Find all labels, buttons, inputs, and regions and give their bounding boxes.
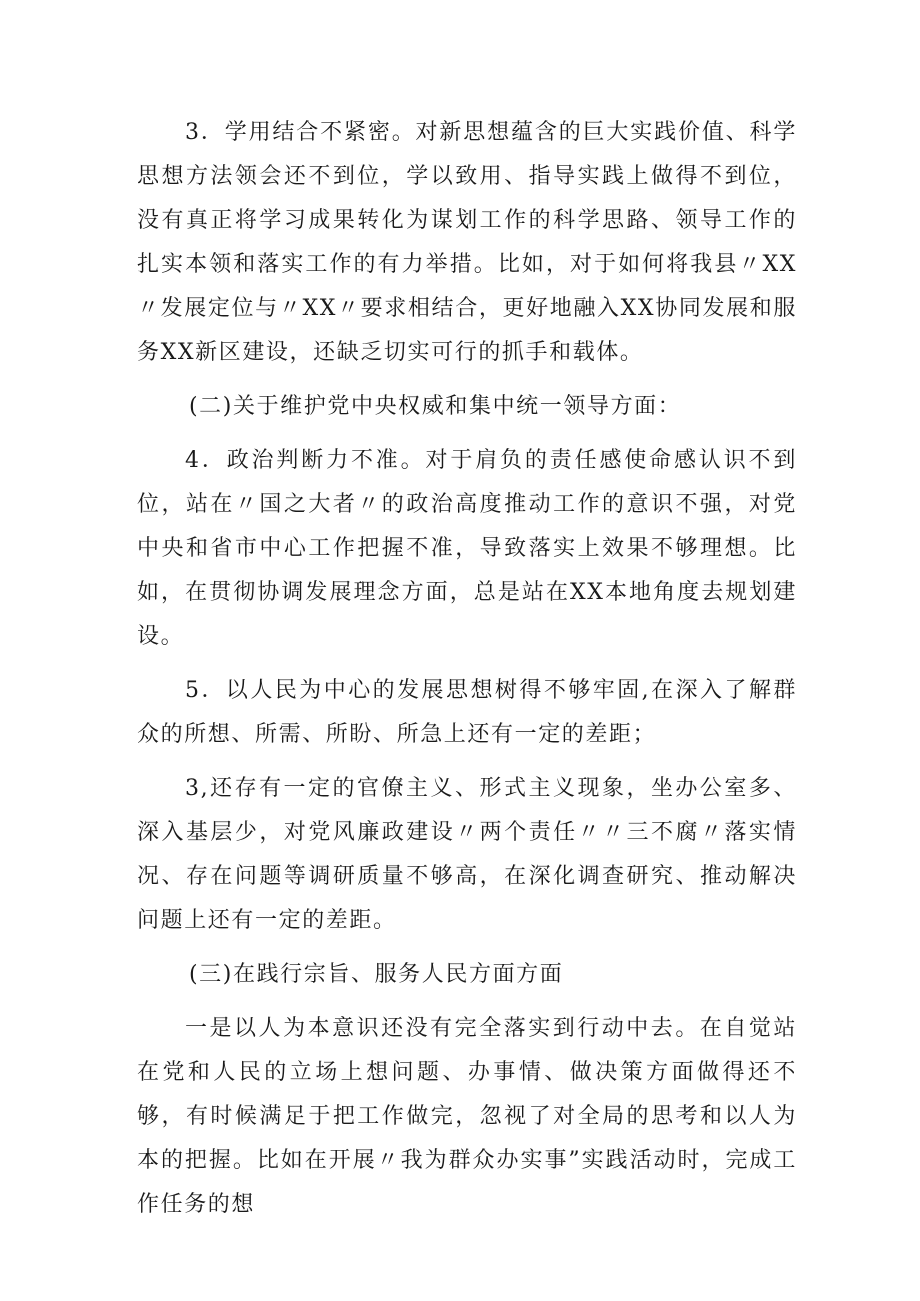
section-heading-three: (三)在践行宗旨、服务人民方面方面 [189,962,564,987]
paragraph-people-first: 一是以人为本意识还没有完全落实到行动中去。在自觉站在党和人民的立场上想问题、办事情、做决策方面做得还不够，有时候满足于把工作做完，忽视了对全局的思考和以人为本的把握。比如在开展〃我为群众办实事”实践活动时，完成工作任务的想 [137,1016,797,1217]
paragraph-bureaucracy: 3,还存有一定的官僚主义、形式主义现象，坐办公室多、深入基层少，对党风廉政建设〃两个责任〃〃三不腐〃落实情况、存在问题等调研质量不够高，在深化调查研究、推动解决问题上还有一定的差距。 [137,776,797,933]
paragraph-study-application: 3．学用结合不紧密。对新思想蕴含的巨大实践价值、科学思想方法领会还不到位，学以致用、指导实践上做得不到位，没有真正将学习成果转化为谋划工作的科学思路、领导工作的扎实本领和落实工作的有力举措。比如，对于如何将我县〃XX〃发展定位与〃XX〃要求相结合，更好地融入XX协同发展和服务XX新区建设，还缺乏切实可行的抓手和载体。 [137,120,797,365]
document-body [137,111,797,1227]
paragraph-political-judgment: 4．政治判断力不准。对于肩负的责任感使命感认识不到位，站在〃国之大者〃的政治高度推动工作的意识不强，对党中央和省市中心工作把握不准，导致落实上效果不够理想。比如，在贯彻协调发展理念方面，总是站在XX本地角度去规划建设。 [137,448,797,649]
paragraph-people-centered: 5．以人民为中心的发展思想树得不够牢固,在深入了解群众的所想、所需、所盼、所急上还有一定的差距； [137,678,797,747]
section-heading-two: (二)关于维护党中央权威和集中统一领导方面： [189,394,682,419]
